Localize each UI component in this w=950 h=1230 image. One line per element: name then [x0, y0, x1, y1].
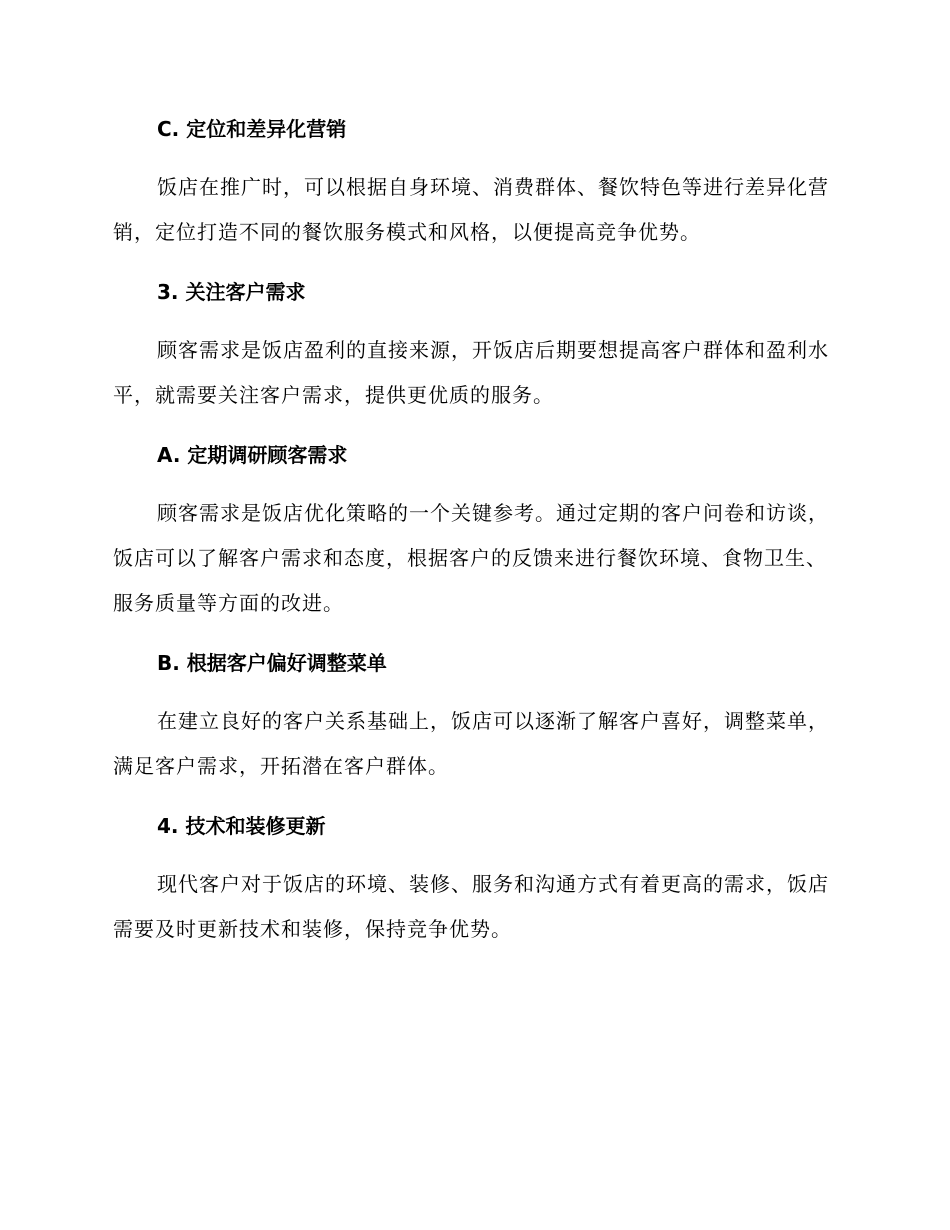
section-paragraph: 现代客户对于饭店的环境、装修、服务和沟通方式有着更高的需求，饭店需要及时更新技术和装修，保持竞争优势。 — [113, 872, 829, 941]
section-heading: A. 定期调研顾客需求 — [157, 443, 348, 467]
document-body — [113, 112, 833, 952]
section-heading: 3. 关注客户需求 — [157, 280, 306, 304]
section-paragraph: 顾客需求是饭店盈利的直接来源，开饭店后期要想提高客户群体和盈利水平，就需要关注客户需求，提供更优质的服务。 — [113, 338, 829, 407]
section-paragraph: 顾客需求是饭店优化策略的一个关键参考。通过定期的客户问卷和访谈，饭店可以了解客户需求和态度，根据客户的反馈来进行餐饮环境、食物卫生、服务质量等方面的改进。 — [113, 501, 829, 615]
section-paragraph: 饭店在推广时，可以根据自身环境、消费群体、餐饮特色等进行差异化营销，定位打造不同的餐饮服务模式和风格，以便提高竞争优势。 — [113, 175, 829, 244]
section-heading: C. 定位和差异化营销 — [157, 117, 347, 141]
section-paragraph: 在建立良好的客户关系基础上，饭店可以逐渐了解客户喜好，调整菜单，满足客户需求，开拓潜在客户群体。 — [113, 709, 829, 778]
section-heading: 4. 技术和装修更新 — [157, 814, 326, 838]
section-heading: B. 根据客户偏好调整菜单 — [157, 651, 387, 675]
